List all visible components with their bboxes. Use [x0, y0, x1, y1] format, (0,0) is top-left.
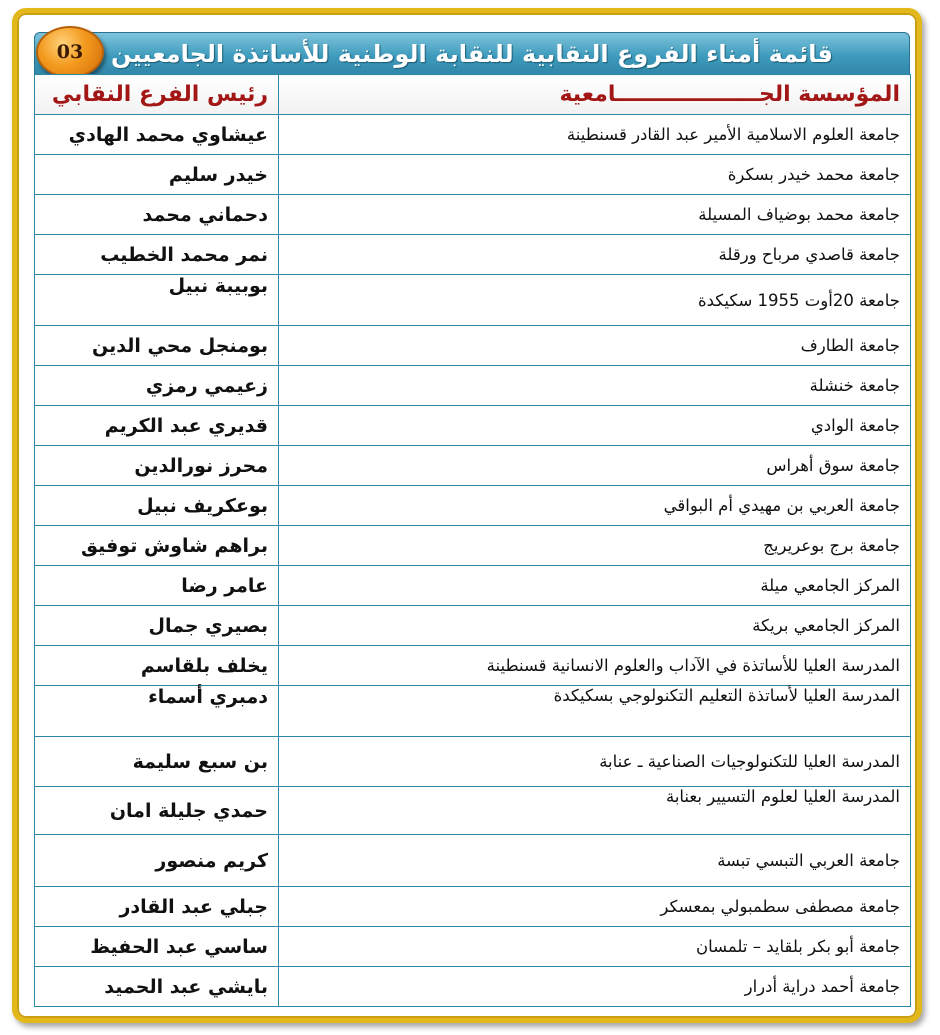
institution-cell: المدرسة العليا لعلوم التسيير بعنابة: [279, 787, 911, 835]
branch-head-cell: حمدي جليلة امان: [35, 787, 279, 835]
column-header-branch-head: رئيس الفرع النقابي: [35, 75, 279, 115]
branch-head-cell: بن سبع سليمة: [35, 737, 279, 787]
branch-head-cell: بصيري جمال: [35, 606, 279, 646]
institution-cell: جامعة مصطفى سطمبولي بمعسكر: [279, 887, 911, 927]
table-row: [35, 195, 911, 235]
institution-cell: جامعة برج بوعريريج: [279, 526, 911, 566]
table-row: [35, 366, 911, 406]
branch-head-cell: يخلف بلقاسم: [35, 646, 279, 686]
table-row: [35, 275, 911, 326]
table-row: [35, 606, 911, 646]
institution-cell: المركز الجامعي ميلة: [279, 566, 911, 606]
institution-cell: جامعة محمد بوضياف المسيلة: [279, 195, 911, 235]
institution-cell: جامعة 20أوت 1955 سكيكدة: [279, 275, 911, 326]
branch-head-cell: خيدر سليم: [35, 155, 279, 195]
table-row: [35, 787, 911, 835]
table-row: [35, 526, 911, 566]
table-header-row: [35, 75, 911, 115]
institution-cell: جامعة قاصدي مرباح ورقلة: [279, 235, 911, 275]
branch-head-cell: دمبري أسماء: [35, 686, 279, 737]
page-number-badge: 03: [36, 26, 104, 78]
institution-cell: جامعة العربي التبسي تبسة: [279, 835, 911, 887]
table-row: [35, 115, 911, 155]
branch-head-cell: نمر محمد الخطيب: [35, 235, 279, 275]
branch-head-cell: قديري عبد الكريم: [35, 406, 279, 446]
column-header-institution: المؤسسة الجـــــــــــــــــــامعية: [279, 75, 911, 115]
institution-cell: جامعة العربي بن مهيدي أم البواقي: [279, 486, 911, 526]
page-title: [34, 32, 910, 76]
institution-cell: جامعة الطارف: [279, 326, 911, 366]
institution-cell: جامعة خنشلة: [279, 366, 911, 406]
branch-head-cell: ساسي عبد الحفيظ: [35, 927, 279, 967]
table-row: [35, 446, 911, 486]
institution-cell: جامعة سوق أهراس: [279, 446, 911, 486]
branch-head-cell: جبلي عبد القادر: [35, 887, 279, 927]
institution-cell: المركز الجامعي بريكة: [279, 606, 911, 646]
institution-cell: جامعة أبو بكر بلقايد – تلمسان: [279, 927, 911, 967]
table-row: [35, 235, 911, 275]
branch-head-cell: بومنجل محي الدين: [35, 326, 279, 366]
institution-cell: جامعة أحمد دراية أدرار: [279, 967, 911, 1007]
branch-head-cell: بايشي عبد الحميد: [35, 967, 279, 1007]
branch-head-cell: بوعكريف نبيل: [35, 486, 279, 526]
institution-cell: المدرسة العليا للتكنولوجيات الصناعية ـ عنابة: [279, 737, 911, 787]
branch-head-cell: كريم منصور: [35, 835, 279, 887]
table-row: [35, 566, 911, 606]
table-row: [35, 927, 911, 967]
branch-head-cell: بوبيبة نبيل: [35, 275, 279, 326]
table-row: [35, 737, 911, 787]
table-row: [35, 155, 911, 195]
table-row: [35, 406, 911, 446]
branch-head-cell: زعيمي رمزي: [35, 366, 279, 406]
institution-cell: المدرسة العليا للأساتذة في الآداب والعلوم الانسانية قسنطينة: [279, 646, 911, 686]
branch-head-cell: محرز نورالدين: [35, 446, 279, 486]
table-row: [35, 326, 911, 366]
table-row: [35, 887, 911, 927]
institution-cell: جامعة العلوم الاسلامية الأمير عبد القادر قسنطينة: [279, 115, 911, 155]
table-row: [35, 835, 911, 887]
institution-cell: المدرسة العليا لأساتذة التعليم التكنولوجي بسكيكدة: [279, 686, 911, 737]
table-row: [35, 967, 911, 1007]
branch-head-cell: عيشاوي محمد الهادي: [35, 115, 279, 155]
branch-head-cell: دحماني محمد: [35, 195, 279, 235]
table-row: [35, 486, 911, 526]
branch-head-cell: عامر رضا: [35, 566, 279, 606]
institution-cell: جامعة محمد خيدر بسكرة: [279, 155, 911, 195]
table-row: [35, 646, 911, 686]
branches-table: [34, 74, 911, 1007]
table-row: [35, 686, 911, 737]
title-text: قائمة أمناء الفروع النقابية للنقابة الوطنية للأساتذة الجامعيين: [111, 40, 834, 68]
branch-head-cell: براهم شاوش توفيق: [35, 526, 279, 566]
institution-cell: جامعة الوادي: [279, 406, 911, 446]
